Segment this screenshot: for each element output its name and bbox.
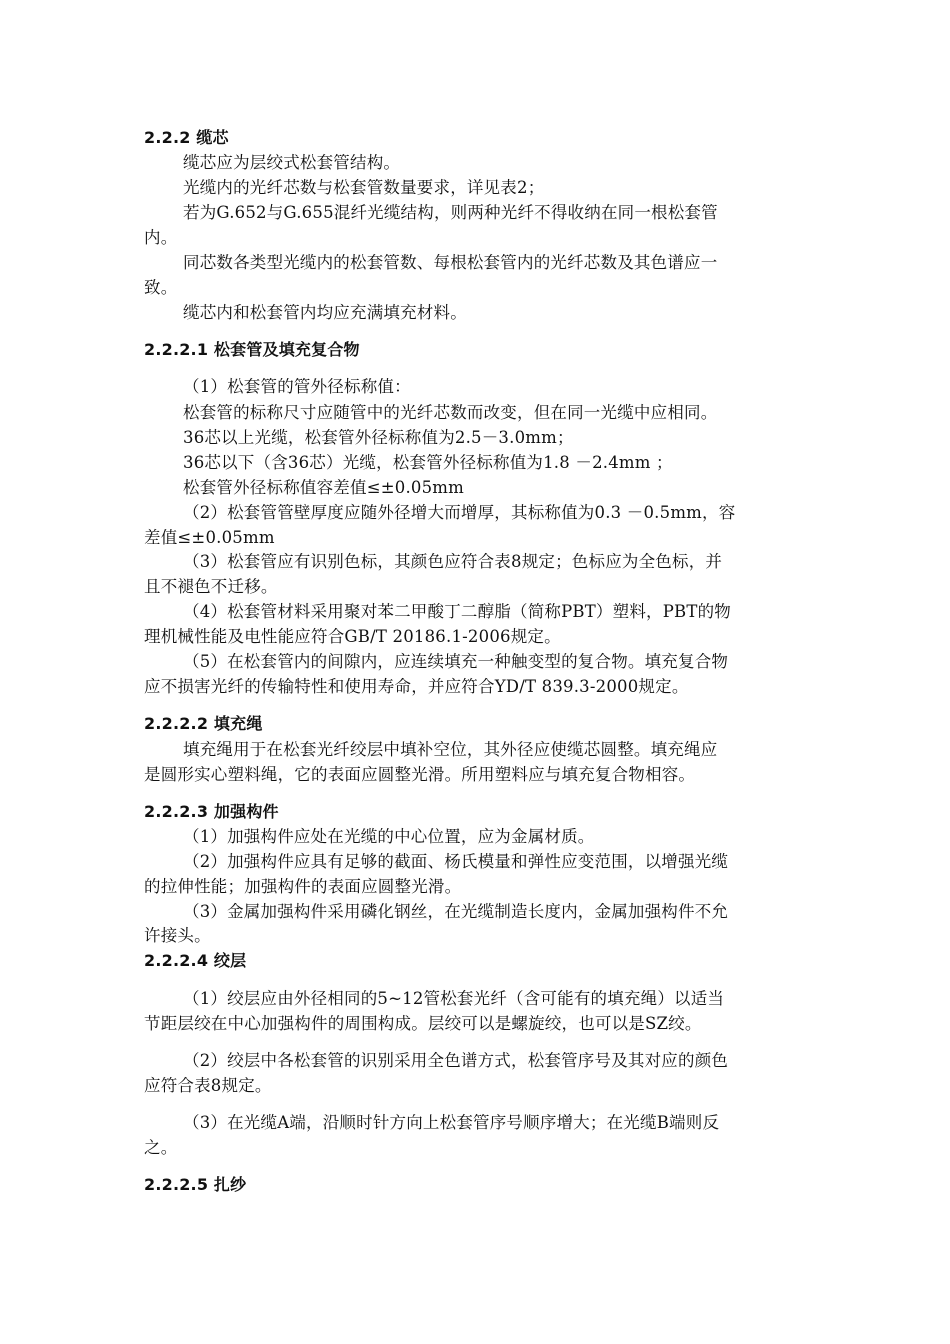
paragraph-line: 内。 — [144, 228, 178, 247]
paragraph-line: 的拉伸性能；加强构件的表面应圆整光滑。 — [144, 877, 462, 896]
paragraph-line: 应不损害光纤的传输特性和使用寿命，并应符合YD/T 839.3-2000规定。 — [144, 677, 689, 696]
paragraph-line: 缆芯应为层绞式松套管结构。 — [183, 153, 401, 172]
paragraph-line: 理机械性能及电性能应符合GB/T 20186.1-2006规定。 — [144, 627, 561, 646]
paragraph-line: 填充绳用于在松套光纤绞层中填补空位，其外径应使缆芯圆整。填充绳应 — [183, 740, 718, 759]
section-heading-2-2-2-3: 2.2.2.3 加强构件 — [144, 802, 279, 821]
paragraph-line: 是圆形实心塑料绳，它的表面应圆整光滑。所用塑料应与填充复合物相容。 — [144, 765, 696, 784]
paragraph-line: （4）松套管材料采用聚对苯二甲酸丁二醇脂（简称PBT）塑料，PBT的物 — [183, 602, 731, 621]
paragraph-line: 许接头。 — [144, 926, 211, 945]
section-heading-2-2-2-4: 2.2.2.4 绞层 — [144, 951, 247, 970]
paragraph-line: （2）加强构件应具有足够的截面、杨氏模量和弹性应变范围，以增强光缆 — [183, 852, 729, 871]
paragraph-line: 同芯数各类型光缆内的松套管数、每根松套管内的光纤芯数及其色谱应一 — [183, 253, 718, 272]
paragraph-line: （3）金属加强构件采用磷化钢丝，在光缆制造长度内，金属加强构件不允 — [183, 902, 729, 921]
paragraph-line: （1）绞层应由外径相同的5~12管松套光纤（含可能有的填充绳）以适当 — [183, 989, 725, 1008]
paragraph-line: 36芯以上光缆，松套管外径标称值为2.5－3.0mm； — [183, 428, 574, 447]
paragraph-line: 节距层绞在中心加强构件的周围构成。层绞可以是螺旋绞，也可以是SZ绞。 — [144, 1014, 702, 1033]
paragraph-line: 松套管外径标称值容差值≤±0.05mm — [183, 478, 464, 497]
section-heading-2-2-2-5: 2.2.2.5 扎纱 — [144, 1175, 247, 1194]
paragraph-line: 松套管的标称尺寸应随管中的光纤芯数而改变，但在同一光缆中应相同。 — [183, 403, 718, 422]
paragraph-line: 且不褪色不迁移。 — [144, 577, 278, 596]
paragraph-line: （3）在光缆A端，沿顺时针方向上松套管序号顺序增大；在光缆B端则反 — [183, 1113, 720, 1132]
section-heading-2-2-2-2: 2.2.2.2 填充绳 — [144, 714, 263, 733]
paragraph-line: （2）松套管管壁厚度应随外径增大而增厚，其标称值为0.3 －0.5mm，容 — [183, 503, 736, 522]
paragraph-line: 应符合表8规定。 — [144, 1076, 272, 1095]
section-heading-2-2-2: 2.2.2 缆芯 — [144, 128, 229, 147]
paragraph-line: （5）在松套管内的间隙内，应连续填充一种触变型的复合物。填充复合物 — [183, 652, 729, 671]
paragraph-line: 之。 — [144, 1138, 178, 1157]
section-heading-2-2-2-1: 2.2.2.1 松套管及填充复合物 — [144, 340, 360, 359]
paragraph-line: 若为G.652与G.655混纤光缆结构，则两种光纤不得收纳在同一根松套管 — [183, 203, 718, 222]
paragraph-line: （1）加强构件应处在光缆的中心位置，应为金属材质。 — [183, 827, 595, 846]
paragraph-line: （1）松套管的管外径标称值： — [183, 377, 411, 396]
paragraph-line: 光缆内的光纤芯数与松套管数量要求，详见表2； — [183, 178, 545, 197]
paragraph-line: （3）松套管应有识别色标，其颜色应符合表8规定；色标应为全色标，并 — [183, 552, 723, 571]
paragraph-line: 36芯以下（含36芯）光缆，松套管外径标称值为1.8 －2.4mm ； — [183, 453, 673, 472]
paragraph-line: 差值≤±0.05mm — [144, 528, 275, 547]
paragraph-line: （2）绞层中各松套管的识别采用全色谱方式，松套管序号及其对应的颜色 — [183, 1051, 729, 1070]
paragraph-line: 缆芯内和松套管内均应充满填充材料。 — [183, 303, 467, 322]
paragraph-line: 致。 — [144, 278, 178, 297]
